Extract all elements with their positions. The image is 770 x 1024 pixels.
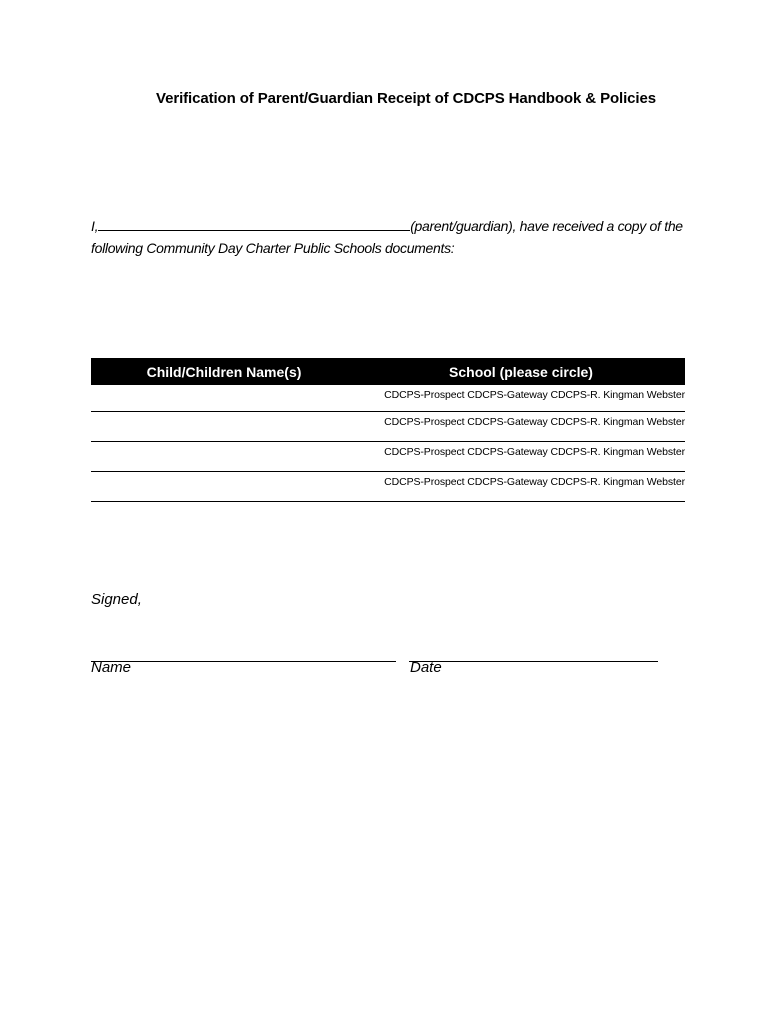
date-signature-line[interactable] (409, 661, 658, 662)
document-title: Verification of Parent/Guardian Receipt of CDCPS Handbook & Policies (156, 90, 656, 107)
school-options-cell[interactable]: CDCPS-Prospect CDCPS-Gateway CDCPS-R. Kingman Webster (357, 472, 685, 502)
table-row (91, 412, 685, 442)
school-options-cell[interactable]: CDCPS-Prospect CDCPS-Gateway CDCPS-R. Kingman Webster (357, 385, 685, 412)
school-options-cell[interactable]: CDCPS-Prospect CDCPS-Gateway CDCPS-R. Kingman Webster (357, 442, 685, 472)
school-options-cell[interactable]: CDCPS-Prospect CDCPS-Gateway CDCPS-R. Kingman Webster (357, 412, 685, 442)
child-name-cell[interactable] (91, 442, 357, 472)
child-name-cell[interactable] (91, 412, 357, 442)
name-label: Name (91, 659, 132, 676)
table-row (91, 472, 685, 502)
child-name-cell[interactable] (91, 385, 357, 412)
statement-lead: I, (91, 218, 99, 234)
parent-name-blank[interactable] (98, 216, 410, 231)
date-label: Date (410, 659, 442, 676)
signed-label: Signed, (91, 591, 142, 608)
header-child-names: Child/Children Name(s) (91, 358, 357, 385)
statement-line-1 (91, 216, 691, 234)
children-schools-table (91, 358, 685, 502)
table-row (91, 385, 685, 412)
table-row (91, 442, 685, 472)
statement-tail: (parent/guardian), have received a copy of the (410, 218, 683, 234)
statement-line-2: following Community Day Charter Public Schools documents: (91, 240, 455, 256)
table-header-row (91, 358, 685, 385)
name-signature-line[interactable] (91, 661, 396, 662)
header-school: School (please circle) (357, 358, 685, 385)
child-name-cell[interactable] (91, 472, 357, 502)
